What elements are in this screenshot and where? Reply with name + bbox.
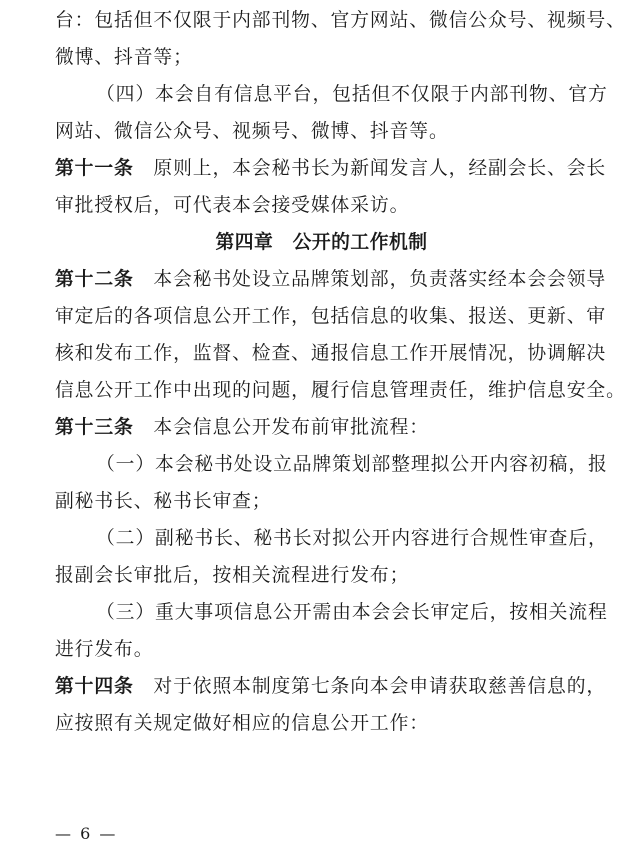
paragraph-line: 应按照有关规定做好相应的信息公开工作： bbox=[55, 713, 429, 734]
paragraph-line: 网站、微信公众号、视频号、微博、抖音等。 bbox=[55, 121, 449, 142]
article-label: 第十一条 bbox=[55, 158, 134, 179]
article-line bbox=[55, 156, 607, 182]
article-label: 第十三条 bbox=[55, 417, 134, 438]
page-number: — 6 — bbox=[55, 824, 118, 843]
chapter-heading: 第四章 公开的工作机制 bbox=[215, 232, 428, 253]
article-text: 原则上，本会秘书长为新闻发言人，经副会长、会长 bbox=[133, 158, 607, 179]
article-text: 本会信息公开发布前审批流程： bbox=[133, 417, 429, 438]
paragraph-line: 审批授权后，可代表本会接受媒体采访。 bbox=[55, 195, 410, 216]
paragraph-line: （二）副秘书长、秘书长对拟公开内容进行合规性审查后， bbox=[96, 528, 608, 549]
article-text: 对于依照本制度第七条向本会申请获取慈善信息的， bbox=[133, 676, 607, 697]
paragraph-line: 审定后的各项信息公开工作，包括信息的收集、报送、更新、审 bbox=[55, 306, 607, 327]
article-label: 第十二条 bbox=[55, 269, 134, 290]
article-text: 本会秘书处设立品牌策划部，负责落实经本会会领导 bbox=[133, 269, 607, 290]
paragraph-line: 信息公开工作中出现的问题，履行信息管理责任，维护信息安全。 bbox=[55, 380, 626, 401]
paragraph-line: 台：包括但不仅限于内部刊物、官方网站、微信公众号、视频号、 bbox=[55, 10, 626, 31]
paragraph-line: 核和发布工作，监督、检查、通报信息工作开展情况，协调解决 bbox=[55, 343, 607, 364]
article-label: 第十四条 bbox=[55, 676, 134, 697]
article-line bbox=[55, 415, 595, 441]
article-line bbox=[55, 674, 607, 700]
paragraph-line: （一）本会秘书处设立品牌策划部整理拟公开内容初稿，报 bbox=[96, 454, 608, 475]
paragraph-line: 报副会长审批后，按相关流程进行发布； bbox=[55, 565, 410, 586]
paragraph-line: 微博、抖音等； bbox=[55, 47, 193, 68]
paragraph-line: （四）本会自有信息平台，包括但不仅限于内部刊物、官方 bbox=[96, 84, 608, 105]
paragraph-line: 进行发布。 bbox=[55, 639, 154, 660]
article-line bbox=[55, 267, 607, 293]
paragraph-line: 副秘书长、秘书长审查； bbox=[55, 491, 272, 512]
paragraph-line: （三）重大事项信息公开需由本会会长审定后，按相关流程 bbox=[96, 602, 608, 623]
